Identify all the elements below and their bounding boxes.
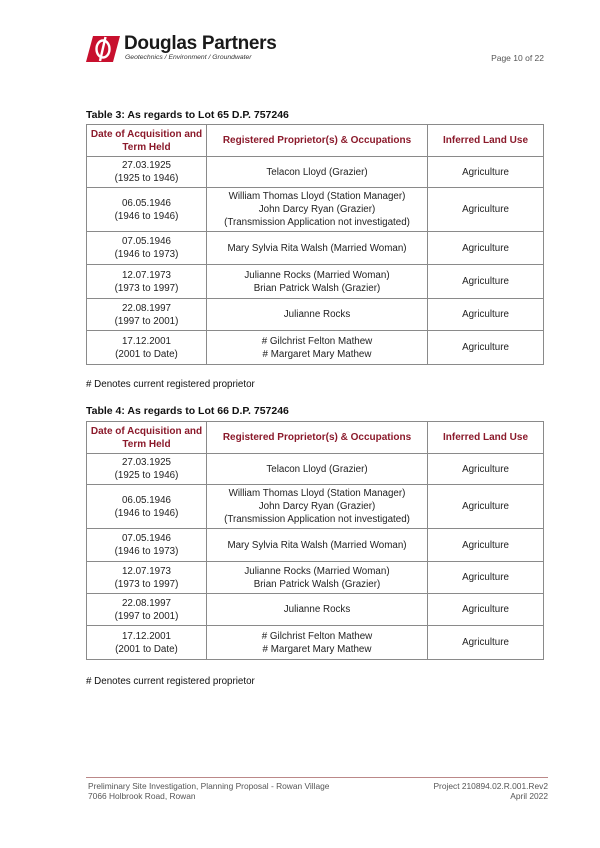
date-cell [87, 626, 207, 660]
table-row [87, 232, 544, 265]
owner-line: (Transmission Application not investigated) [224, 514, 410, 525]
company-tagline: Geotechnics / Environment / Groundwater [125, 54, 252, 61]
company-logo [86, 33, 286, 66]
owner-line: Brian Patrick Walsh (Grazier) [253, 578, 381, 590]
table-3-footnote: # Denotes current registered proprietor [86, 379, 255, 390]
owner-cell [207, 157, 428, 188]
footer-date: April 2022 [510, 791, 548, 801]
owner-line: Mary Sylvia Rita Walsh (Married Woman) [227, 242, 407, 254]
acquisition-date: 12.07.1973 [121, 269, 172, 281]
owner-line: Telacon Lloyd (Grazier) [266, 166, 368, 178]
owner-cell [207, 232, 428, 265]
acquisition-date: 06.05.1946 [121, 494, 172, 506]
date-cell [87, 594, 207, 626]
acquisition-date: 22.08.1997 [121, 302, 172, 314]
table-row [87, 299, 544, 331]
table-header-row [87, 422, 544, 454]
footer-right [433, 781, 548, 801]
table-row [87, 331, 544, 365]
table-row [87, 594, 544, 626]
date-cell [87, 299, 207, 331]
term-held: (1973 to 1997) [114, 282, 179, 294]
land-use-cell: Agriculture [428, 331, 544, 365]
table-row [87, 157, 544, 188]
owner-cell [207, 265, 428, 299]
date-cell [87, 454, 207, 485]
owner-line: William Thomas Lloyd (Station Manager) [228, 488, 406, 499]
acquisition-date: 12.07.1973 [121, 565, 172, 577]
col-date-header: Date of Acquisition and Term Held [87, 422, 207, 454]
land-use-cell: Agriculture [428, 232, 544, 265]
page-number: Page 10 of 22 [491, 53, 544, 63]
land-use-cell: Agriculture [428, 594, 544, 626]
owner-line: John Darcy Ryan (Grazier) [258, 501, 376, 512]
owner-line: # Margaret Mary Mathew [262, 643, 372, 655]
land-use-cell: Agriculture [428, 454, 544, 485]
land-use-cell: Agriculture [428, 157, 544, 188]
owner-line: Julianne Rocks [283, 309, 351, 320]
acquisition-date: 07.05.1946 [121, 533, 172, 544]
table-4-footnote: # Denotes current registered proprietor [86, 676, 255, 687]
land-use-cell: Agriculture [428, 562, 544, 594]
acquisition-date: 27.03.1925 [121, 160, 172, 171]
company-logo-icon [86, 36, 120, 62]
owner-line: (Transmission Application not investigated) [224, 217, 410, 228]
footer-report-title: Preliminary Site Investigation, Planning Proposal - Rowan Village [88, 781, 330, 791]
date-cell [87, 562, 207, 594]
owner-line: Telacon Lloyd (Grazier) [266, 463, 368, 475]
table-header-row [87, 125, 544, 157]
term-held: (1946 to 1973) [114, 249, 179, 260]
owner-line: # Gilchrist Felton Mathew [261, 335, 373, 347]
land-use-cell: Agriculture [428, 188, 544, 232]
owner-line: # Gilchrist Felton Mathew [261, 630, 373, 642]
table-row [87, 454, 544, 485]
acquisition-date: 22.08.1997 [121, 597, 172, 609]
owner-line: Julianne Rocks (Married Woman) [244, 565, 390, 577]
table-row [87, 485, 544, 529]
term-held: (1925 to 1946) [114, 173, 179, 184]
table-row [87, 529, 544, 562]
acquisition-date: 06.05.1946 [121, 197, 172, 209]
owner-cell [207, 626, 428, 660]
table-row [87, 188, 544, 232]
land-use-cell: Agriculture [428, 299, 544, 331]
date-cell [87, 331, 207, 365]
table-3-caption: Table 3: As regards to Lot 65 D.P. 757246 [86, 109, 289, 121]
owner-line: Julianne Rocks [283, 604, 351, 615]
table-4 [86, 421, 544, 660]
land-use-cell: Agriculture [428, 626, 544, 660]
owner-cell [207, 529, 428, 562]
term-held: (1973 to 1997) [114, 578, 179, 590]
date-cell [87, 232, 207, 265]
table-3 [86, 124, 544, 365]
term-held: (2001 to Date) [115, 348, 178, 360]
table-row [87, 562, 544, 594]
land-use-cell: Agriculture [428, 529, 544, 562]
owner-line: William Thomas Lloyd (Station Manager) [228, 191, 406, 202]
table-4-caption: Table 4: As regards to Lot 66 D.P. 757246 [86, 405, 289, 417]
owner-line: Brian Patrick Walsh (Grazier) [253, 282, 381, 294]
footer-divider [86, 777, 548, 778]
col-date-header: Date of Acquisition and Term Held [87, 125, 207, 157]
acquisition-date: 07.05.1946 [121, 236, 172, 247]
owner-line: Julianne Rocks (Married Woman) [244, 269, 390, 281]
land-use-cell: Agriculture [428, 485, 544, 529]
owner-cell [207, 485, 428, 529]
date-cell [87, 529, 207, 562]
term-held: (1925 to 1946) [114, 470, 179, 481]
owner-cell [207, 562, 428, 594]
footer-left [88, 781, 329, 801]
acquisition-date: 17.12.2001 [121, 335, 172, 347]
owner-cell [207, 299, 428, 331]
owner-cell [207, 594, 428, 626]
term-held: (2001 to Date) [115, 643, 178, 655]
term-held: (1997 to 2001) [114, 610, 179, 622]
date-cell [87, 157, 207, 188]
date-cell [87, 485, 207, 529]
owner-cell [207, 188, 428, 232]
footer-address: 7066 Holbrook Road, Rowan [88, 791, 196, 801]
term-held: (1946 to 1973) [114, 546, 179, 557]
land-use-cell: Agriculture [428, 265, 544, 299]
table-row [87, 265, 544, 299]
table-row [87, 626, 544, 660]
term-held: (1946 to 1946) [114, 507, 179, 519]
col-owner-header: Registered Proprietor(s) & Occupations [207, 422, 428, 454]
acquisition-date: 27.03.1925 [121, 457, 172, 468]
owner-line: Mary Sylvia Rita Walsh (Married Woman) [227, 539, 407, 551]
date-cell [87, 265, 207, 299]
col-use-header: Inferred Land Use [428, 422, 544, 454]
footer-project-number: Project 210894.02.R.001.Rev2 [433, 781, 548, 791]
term-held: (1997 to 2001) [114, 315, 179, 327]
company-name: Douglas Partners [124, 33, 277, 54]
owner-cell [207, 331, 428, 365]
col-use-header: Inferred Land Use [428, 125, 544, 157]
date-cell [87, 188, 207, 232]
owner-cell [207, 454, 428, 485]
owner-line: # Margaret Mary Mathew [262, 348, 372, 360]
owner-line: John Darcy Ryan (Grazier) [258, 204, 376, 215]
term-held: (1946 to 1946) [114, 210, 179, 222]
acquisition-date: 17.12.2001 [121, 630, 172, 642]
col-owner-header: Registered Proprietor(s) & Occupations [207, 125, 428, 157]
